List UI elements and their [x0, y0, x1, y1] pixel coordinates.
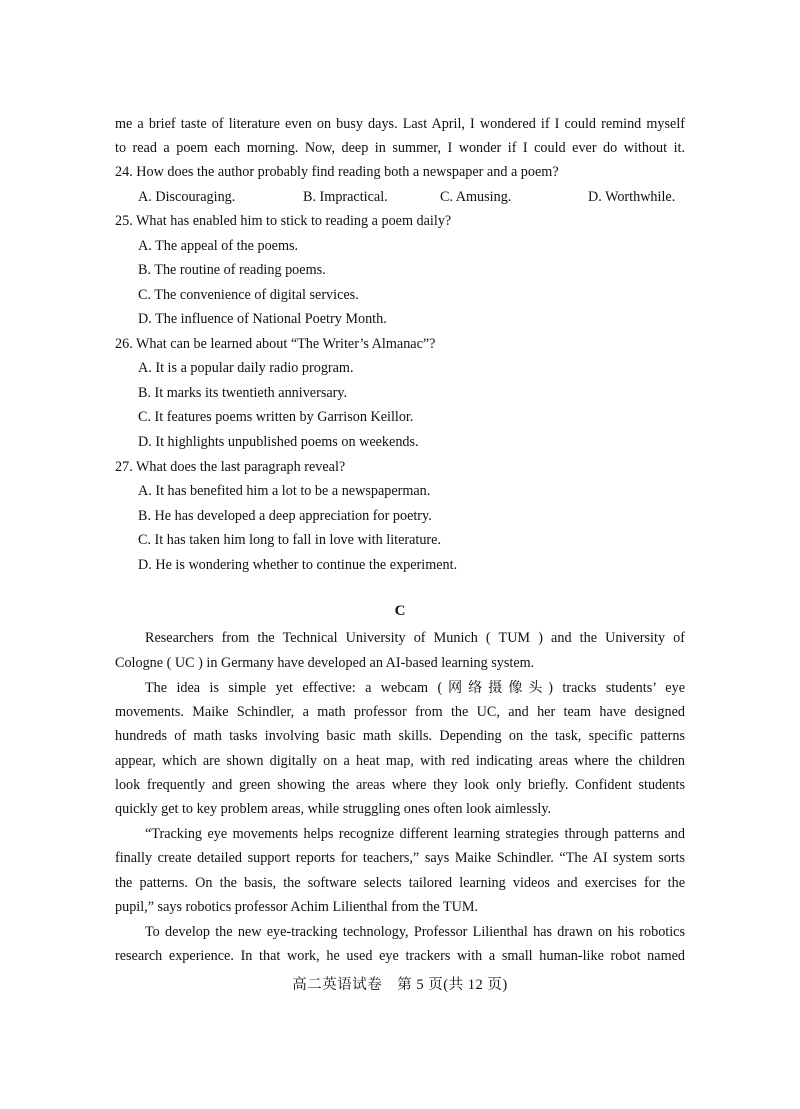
- section-c-line: Cologne ( UC ) in Germany have developed an AI-based learning system.: [115, 655, 535, 671]
- q26-option-c: C. It features poems written by Garrison Keillor.: [138, 409, 414, 425]
- section-c-line: the patterns. On the basis, the software selects tailored learning videos and exercises for the: [115, 875, 685, 891]
- passage-line: me a brief taste of literature even on busy days. Last April, I wondered if I could remind myself: [115, 116, 685, 132]
- page-footer: 高二英语试卷 第 5 页(共 12 页): [292, 977, 508, 993]
- q27-option-b: B. He has developed a deep appreciation for poetry.: [138, 508, 432, 524]
- section-c-line: movements. Maike Schindler, a math professor from the UC, and her team have designed: [115, 704, 685, 720]
- section-c-line: To develop the new eye-tracking technology, Professor Lilienthal has drawn on his robotics: [145, 924, 685, 940]
- question-25-stem: 25. What has enabled him to stick to reading a poem daily?: [115, 213, 452, 229]
- q24-option-a: A. Discouraging.: [138, 189, 236, 205]
- section-c-line: appear, which are shown digitally on a heat map, with red indicating areas where the children: [115, 753, 685, 769]
- section-c-line: quickly get to key problem areas, while struggling ones often look aimlessly.: [115, 801, 552, 817]
- question-27-stem: 27. What does the last paragraph reveal?: [115, 459, 346, 475]
- q25-option-b: B. The routine of reading poems.: [138, 262, 326, 278]
- section-c-line: The idea is simple yet effective: a webcam (网络摄像头) tracks students’ eye: [145, 680, 685, 696]
- section-c-line: research experience. In that work, he used eye trackers with a small human-like robot named: [115, 948, 685, 964]
- q26-option-b: B. It marks its twentieth anniversary.: [138, 385, 348, 401]
- question-26-stem: 26. What can be learned about “The Writer’s Almanac”?: [115, 336, 436, 352]
- section-c-line: finally create detailed support reports for teachers,” says Maike Schindler. “The AI system sorts: [115, 850, 685, 866]
- section-c-line: hundreds of math tasks involving basic math skills. Depending on the task, specific patterns: [115, 728, 685, 744]
- q27-option-c: C. It has taken him long to fall in love with literature.: [138, 532, 441, 548]
- q25-option-d: D. The influence of National Poetry Month.: [138, 311, 387, 327]
- q24-option-b: B. Impractical.: [303, 189, 388, 205]
- section-c-line: look frequently and green showing the areas where they look only briefly. Confident students: [115, 777, 685, 793]
- q27-option-d: D. He is wondering whether to continue the experiment.: [138, 557, 458, 573]
- q26-option-d: D. It highlights unpublished poems on weekends.: [138, 434, 419, 450]
- q25-option-c: C. The convenience of digital services.: [138, 287, 359, 303]
- q25-option-a: A. The appeal of the poems.: [138, 238, 299, 254]
- section-c-line: pupil,” says robotics professor Achim Lilienthal from the TUM.: [115, 899, 479, 915]
- question-24-stem: 24. How does the author probably find reading both a newspaper and a poem?: [115, 164, 559, 180]
- q27-option-a: A. It has benefited him a lot to be a newspaperman.: [138, 483, 431, 499]
- q26-option-a: A. It is a popular daily radio program.: [138, 360, 354, 376]
- q24-option-c: C. Amusing.: [440, 189, 512, 205]
- section-c-title: C: [394, 603, 406, 619]
- section-c-line: “Tracking eye movements helps recognize different learning strategies through patterns and: [145, 826, 685, 842]
- section-c-line: Researchers from the Technical University of Munich ( TUM ) and the University of: [145, 630, 685, 646]
- passage-line: to read a poem each morning. Now, deep in summer, I wonder if I could ever do without it.: [115, 140, 685, 156]
- q24-option-d: D. Worthwhile.: [588, 189, 676, 205]
